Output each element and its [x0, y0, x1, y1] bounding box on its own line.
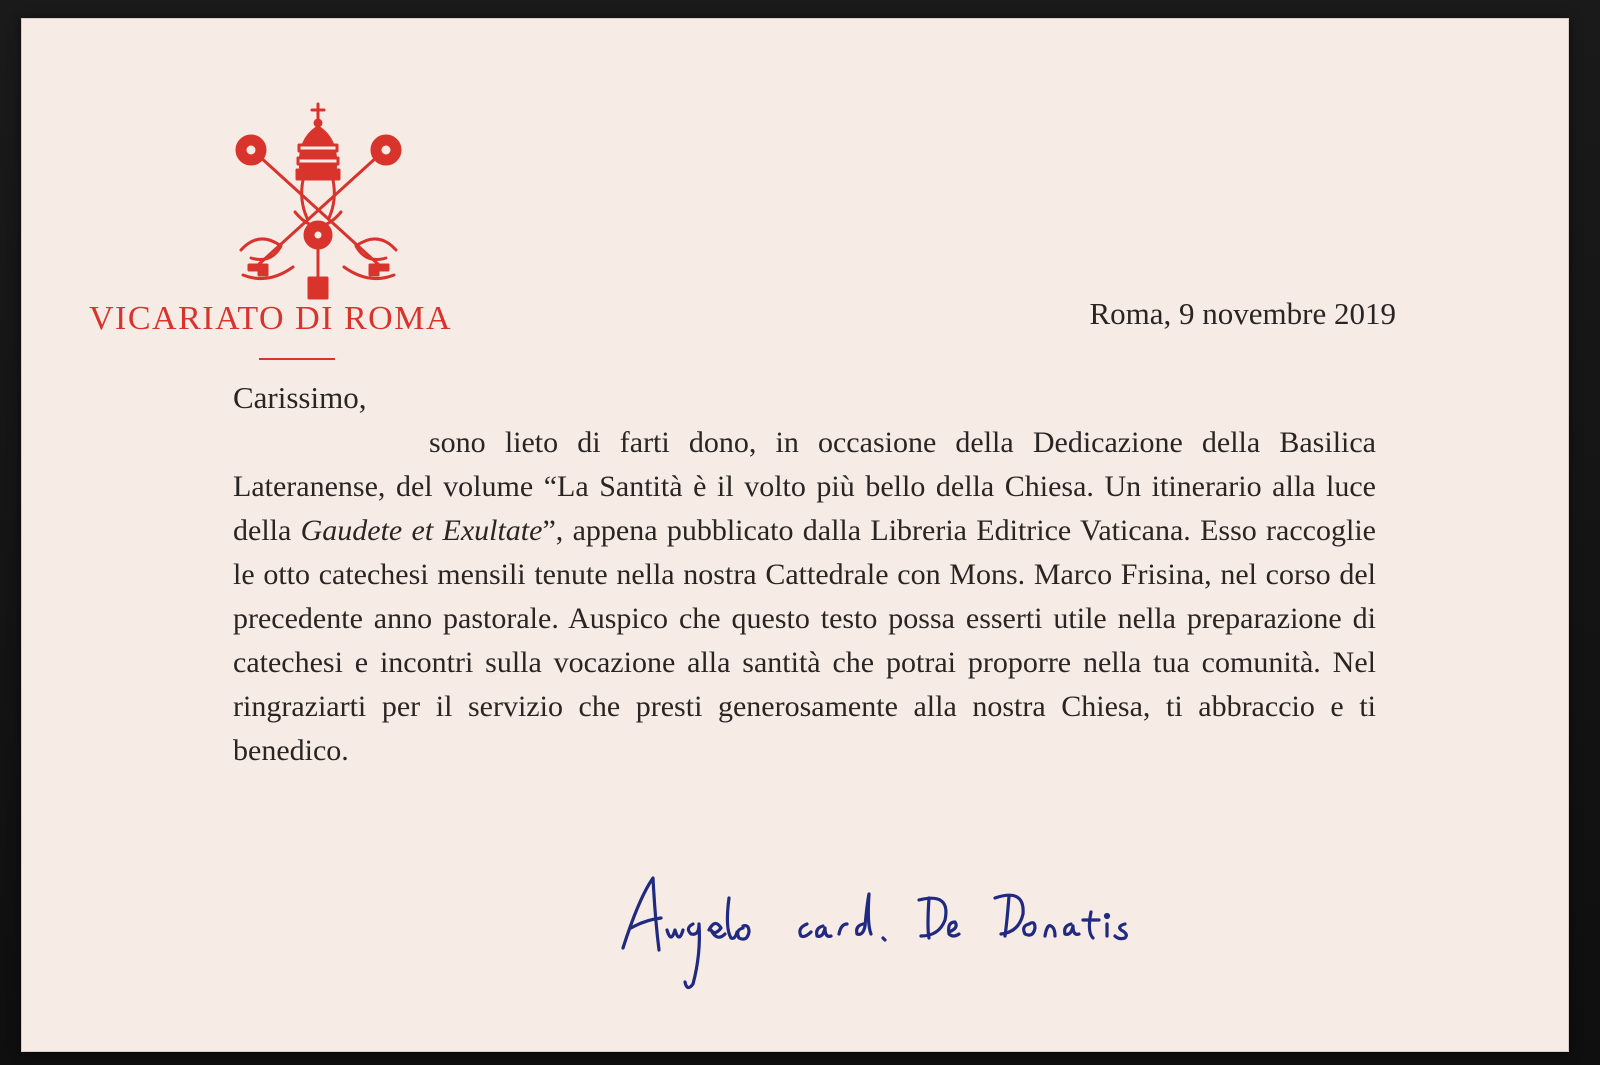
letter-salutation: Carissimo,	[233, 380, 367, 415]
organization-name: VICARIATO DI ROMA	[89, 300, 452, 337]
letter-card	[21, 18, 1569, 1052]
letter-body-part2: ”, appena pubblicato dalla Libreria Editrice Vaticana. Esso raccoglie le otto catechesi mensili tenute nella nostra Cattedrale con Mons. Marco Frisina, nel corso del precedente anno pastorale. Auspico che questo testo possa esserti utile nella preparazione di catechesi e incontri sulla vocazione alla santità che potrai proporre nella tua comunità. Nel ringraziarti per il servizio che presti generosamente alla nostra Chiesa, ti abbraccio e ti benedico.	[233, 514, 1376, 767]
papal-coat-of-arms-icon	[221, 100, 416, 305]
handwritten-signature	[611, 858, 1171, 998]
book-title-italic: Gaudete et Exultate	[300, 514, 543, 547]
letter-body-part1: sono lieto di farti dono, in occasione della Dedicazione della Basilica Lateranense, del volume “La Santità è il volto più bello della Chiesa. Un itinerario alla luce della	[233, 426, 1376, 547]
letter-date: Roma, 9 novembre 2019	[1089, 296, 1396, 331]
letter-body	[233, 421, 1376, 773]
letterhead-divider	[259, 358, 335, 360]
